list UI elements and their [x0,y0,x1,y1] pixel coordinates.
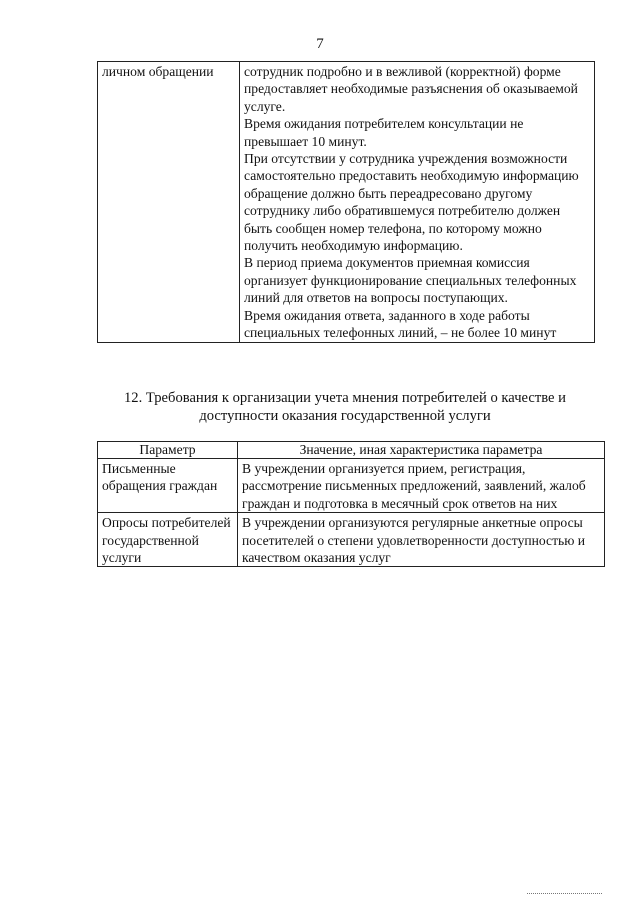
table-row [98,513,605,567]
paragraph-phone-lines: В период приема документов приемная комиссия организует функционирование специальных телефонных линий для ответов на вопросы поступающих. [244,255,577,306]
parameters-table [97,441,605,567]
footer-divider [527,893,602,894]
table-cell-value: В учреждении организуется прием, регистрация, рассмотрение письменных предложений, заявлений, жалоб граждан и подготовка в месячный срок ответов на них [238,459,605,513]
table-cell-description [240,62,595,343]
table-row [98,62,595,343]
consultation-procedure-table [97,61,595,343]
page-number: 7 [316,36,324,52]
table-header-row [98,442,605,459]
table-cell-label: личном обращении [98,62,240,343]
paragraph-redirect: При отсутствии у сотрудника учреждения возможности самостоятельно предоставить необходимую информацию обращение должно быть переадресовано другому сотруднику либо обратившемуся потребителю должен быть сообщен номер телефона, по которому можно получить необходимую информацию. [244,151,579,254]
paragraph-phone-waiting-time: Время ожидания ответа, заданного в ходе работы специальных телефонных линий, – не более 10 минут [244,307,557,341]
table-cell-parameter: Письменные обращения граждан [98,459,238,513]
section-heading: 12. Требования к организации учета мнения потребителей о качестве и доступности оказания государственной услуги [124,390,566,424]
column-header-parameter: Параметр [98,442,238,459]
paragraph-waiting-time: Время ожидания потребителем консультации не превышает 10 минут. [244,116,524,149]
column-header-value: Значение, иная характеристика параметра [238,442,605,459]
table-cell-parameter: Опросы потребителей государственной услуги [98,513,238,567]
paragraph-explanation: сотрудник подробно и в вежливой (корректной) форме предоставляет необходимые разъяснения об оказываемой услуге. [244,64,578,114]
table-row [98,459,605,513]
table-cell-value: В учреждении организуются регулярные анкетные опросы посетителей о степени удовлетворенности доступностью и качеством оказания услуг [238,513,605,567]
